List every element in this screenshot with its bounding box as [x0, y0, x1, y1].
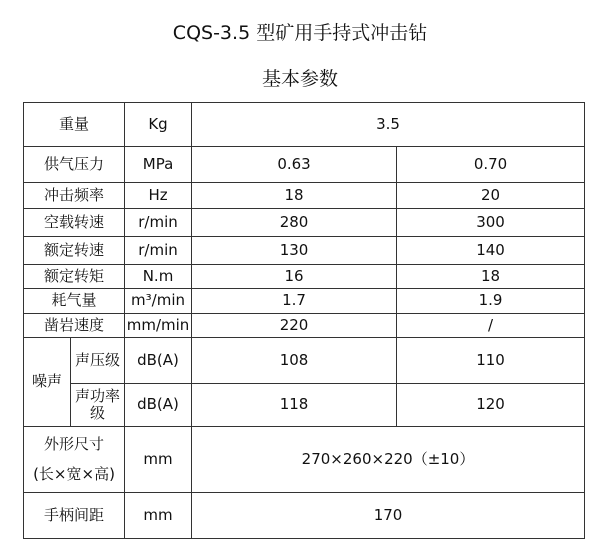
sound-pressure-value-2: 110 — [397, 338, 585, 384]
table-row — [24, 338, 585, 384]
rated-torque-value-2: 18 — [397, 265, 585, 289]
table-row — [24, 314, 585, 338]
dimensions-label-line-2: (长×宽×高) — [33, 464, 115, 483]
drilling-speed-value-2: / — [397, 314, 585, 338]
sound-pressure-label: 声压级 — [71, 338, 125, 384]
drilling-speed-value-1: 220 — [192, 314, 397, 338]
table-row — [24, 493, 585, 539]
impact-frequency-unit: Hz — [125, 183, 192, 209]
rated-speed-label: 额定转速 — [24, 237, 125, 265]
rated-torque-unit: N.m — [125, 265, 192, 289]
air-pressure-unit: MPa — [125, 147, 192, 183]
rated-torque-label: 额定转矩 — [24, 265, 125, 289]
table-row — [24, 427, 585, 493]
idle-speed-value-2: 300 — [397, 209, 585, 237]
table-row — [24, 209, 585, 237]
dimensions-label-line-1: 外形尺寸 — [44, 435, 105, 454]
noise-label: 噪声 — [24, 338, 71, 427]
idle-speed-label: 空载转速 — [24, 209, 125, 237]
air-consumption-unit: m³/min — [125, 289, 192, 314]
impact-frequency-value-1: 18 — [192, 183, 397, 209]
document-subtitle: 基本参数 — [261, 68, 338, 90]
table-row — [24, 147, 585, 183]
weight-unit: Kg — [125, 103, 192, 147]
air-consumption-label: 耗气量 — [24, 289, 125, 314]
table-row — [24, 237, 585, 265]
drilling-speed-label: 凿岩速度 — [24, 314, 125, 338]
dimensions-unit: mm — [125, 427, 192, 493]
air-pressure-value-1: 0.63 — [192, 147, 397, 183]
impact-frequency-label: 冲击频率 — [24, 183, 125, 209]
rated-speed-value-1: 130 — [192, 237, 397, 265]
air-pressure-value-2: 0.70 — [397, 147, 585, 183]
document-title: CQS-3.5 型矿用手持式冲击钻 — [172, 22, 428, 44]
sound-power-value-1: 118 — [192, 384, 397, 427]
dimensions-label — [24, 427, 125, 493]
table-row — [24, 103, 585, 147]
handle-spacing-unit: mm — [125, 493, 192, 539]
handle-spacing-label: 手柄间距 — [24, 493, 125, 539]
sound-pressure-unit: dB(A) — [125, 338, 192, 384]
table-row — [24, 183, 585, 209]
sound-power-label: 声功率级 — [71, 384, 125, 427]
drilling-speed-unit: mm/min — [125, 314, 192, 338]
handle-spacing-value: 170 — [192, 493, 585, 539]
spec-table — [23, 102, 585, 539]
impact-frequency-value-2: 20 — [397, 183, 585, 209]
idle-speed-unit: r/min — [125, 209, 192, 237]
weight-label: 重量 — [24, 103, 125, 147]
sound-pressure-value-1: 108 — [192, 338, 397, 384]
rated-speed-value-2: 140 — [397, 237, 585, 265]
sound-power-unit: dB(A) — [125, 384, 192, 427]
sound-power-value-2: 120 — [397, 384, 585, 427]
dimensions-value: 270×260×220（±10） — [192, 427, 585, 493]
rated-torque-value-1: 16 — [192, 265, 397, 289]
table-row — [24, 265, 585, 289]
air-consumption-value-2: 1.9 — [397, 289, 585, 314]
rated-speed-unit: r/min — [125, 237, 192, 265]
idle-speed-value-1: 280 — [192, 209, 397, 237]
air-pressure-label: 供气压力 — [24, 147, 125, 183]
weight-value: 3.5 — [192, 103, 585, 147]
table-row — [24, 289, 585, 314]
air-consumption-value-1: 1.7 — [192, 289, 397, 314]
table-row — [24, 384, 585, 427]
